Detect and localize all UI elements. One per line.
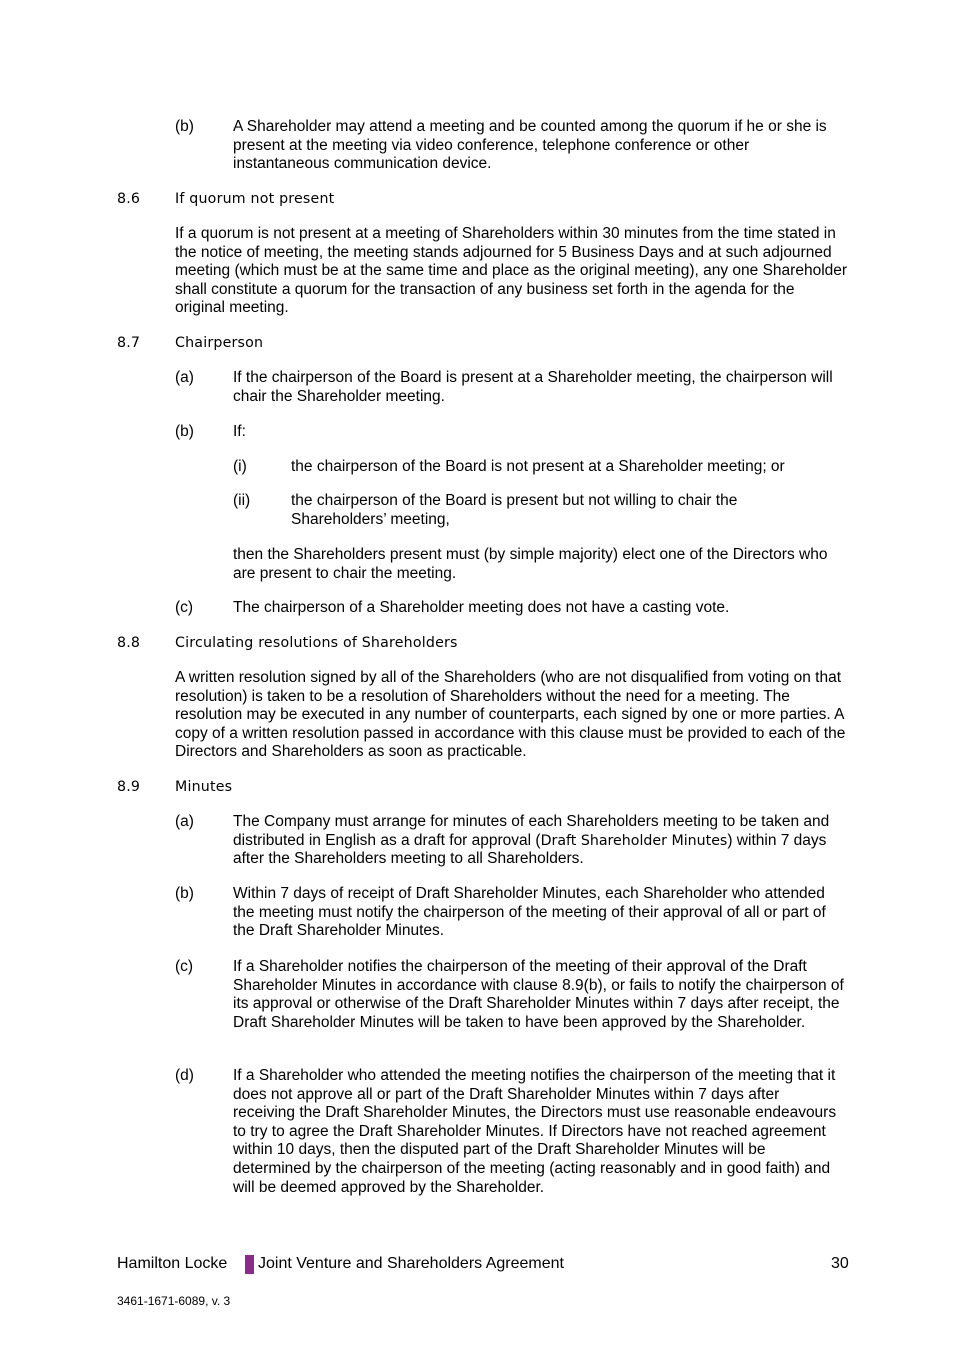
clause-title: Minutes xyxy=(175,779,233,795)
clause-number: 8.8 xyxy=(117,635,141,651)
item-text-after: ) within 7 days after the Shareholders meeting to all Shareholders. xyxy=(233,831,827,868)
subitem-text: the chairperson of the Board is present but not willing to chair the Shareholders’ meeting, xyxy=(291,492,738,528)
clause-8-6-body: If a quorum is not present at a meeting of Shareholders within 30 minutes from the time stated in the notice of meeting, the meeting stands adjourned for 5 Business Days and at such adjourned meeting (which must be at the same time and place as the original meeting), any one Shareholder shall constitute a quorum for the transaction of any business set forth in the agenda for the original meeting. xyxy=(175,225,848,317)
clause-number: 8.6 xyxy=(117,191,141,207)
item-text: The chairperson of a Shareholder meeting does not have a casting vote. xyxy=(233,599,730,616)
item-label: (b) xyxy=(175,885,194,902)
item-label: (a) xyxy=(175,813,194,830)
item-text: If the chairperson of the Board is present at a Shareholder meeting, the chairperson will chair the Shareholder meeting. xyxy=(233,369,833,405)
clause-title: Circulating resolutions of Shareholders xyxy=(175,635,458,651)
item-text: If: xyxy=(233,423,246,440)
footer-page-number: 30 xyxy=(831,1255,849,1272)
clause-title: If quorum not present xyxy=(175,191,335,207)
item-label: (a) xyxy=(175,369,194,386)
item-label: (b) xyxy=(175,118,194,135)
clause-8-7-b-then: then the Shareholders present must (by simple majority) elect one of the Directors who are present to chair the meeting. xyxy=(233,546,828,582)
clause-8-8-body: A written resolution signed by all of the Shareholders (who are not disqualified from voting on that resolution) is taken to be a resolution of Shareholders without the need for a meeting. The resolution may be executed in any number of counterparts, each signed by one or more parties. A copy of a written resolution passed in accordance with this clause must be provided to each of the Directors and Shareholders as soon as practicable. xyxy=(175,669,846,761)
clause-number: 8.9 xyxy=(117,779,141,795)
footer-firm-name: Hamilton Locke xyxy=(117,1255,228,1272)
item-text: A Shareholder may attend a meeting and be counted among the quorum if he or she is present at the meeting via video conference, telephone conference or other instantaneous communication device. xyxy=(233,118,827,173)
item-label: (c) xyxy=(175,958,194,975)
item-text-before: The Company must arrange for minutes of each Shareholders meeting to be taken and distributed in English as a draft for approval ( xyxy=(233,813,830,849)
item-label: (d) xyxy=(175,1067,194,1084)
item-text: If a Shareholder who attended the meeting notifies the chairperson of the meeting that it does not approve all or part of the Draft Shareholder Minutes within 7 days after receiving the Draft Shareholder Minutes, the Directors must use reasonable endeavours to try to agree the Draft Shareholder Minutes. If Directors have not reached agreement within 10 days, then the disputed part of the Draft Shareholder Minutes will be determined by the chairperson of the meeting (acting reasonably and in good faith) and will be deemed approved by the Shareholder. xyxy=(233,1067,837,1196)
subitem-label: (i) xyxy=(233,458,247,475)
document-reference: 3461-1671-6089, v. 3 xyxy=(117,1294,231,1308)
item-text xyxy=(233,813,848,869)
footer-accent-bar xyxy=(245,1255,254,1274)
item-text: Within 7 days of receipt of Draft Shareholder Minutes, each Shareholder who attended the meeting must notify the chairperson of the meeting of their approval of all or part of the Draft Shareholder Minutes. xyxy=(233,885,826,940)
clause-number: 8.7 xyxy=(117,335,141,351)
clause-title: Chairperson xyxy=(175,335,264,351)
subitem-label: (ii) xyxy=(233,492,251,509)
subitem-text: the chairperson of the Board is not present at a Shareholder meeting; or xyxy=(291,458,785,475)
item-text: If a Shareholder notifies the chairperson of the meeting of their approval of the Draft Shareholder Minutes in accordance with clause 8.9(b), or fails to notify the chairperson of its approval or otherwise of the Draft Shareholder Minutes within 7 days after receipt, the Draft Shareholder Minutes will be taken to have been approved by the Shareholder. xyxy=(233,958,844,1031)
item-label: (c) xyxy=(175,599,194,616)
defined-term: Draft Shareholder Minutes xyxy=(540,832,728,849)
footer-document-title: Joint Venture and Shareholders Agreement xyxy=(258,1255,564,1272)
item-label: (b) xyxy=(175,423,194,440)
